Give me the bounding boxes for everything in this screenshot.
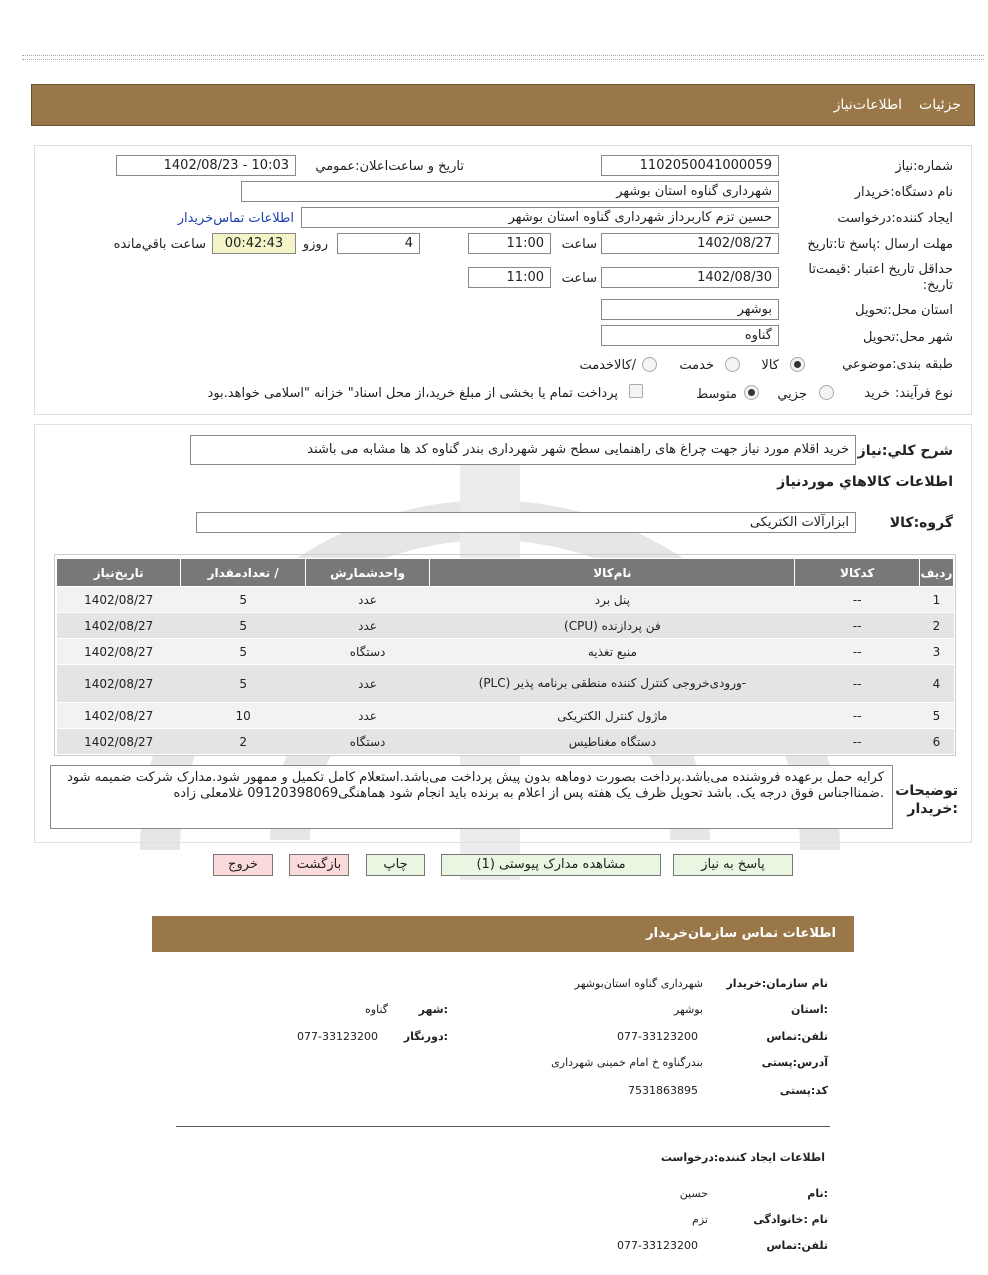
radio-goods-service[interactable] <box>642 357 657 372</box>
col-date: تاريخ‌نياز <box>57 559 181 587</box>
c-city-value: گناوه <box>365 1003 388 1016</box>
cell-row: 6 <box>919 729 953 755</box>
col-code: کدکالا <box>795 559 919 587</box>
c-address-value: بندرگناوه خ امام خمینی شهرداری <box>551 1056 703 1069</box>
back-button[interactable]: بازگشت <box>289 854 349 876</box>
buyer-field: شهرداری گناوه استان بوشهر <box>241 181 779 202</box>
cell-code: -- <box>795 613 919 639</box>
creator-phone-value: 077-33123200 <box>617 1239 698 1252</box>
radio-partial-label: جزيي <box>777 387 807 402</box>
cell-unit: عدد <box>305 703 429 729</box>
group-label: گروه:کالا <box>889 515 953 531</box>
cell-date: 1402/08/27 <box>57 665 181 703</box>
col-name: نام‌کالا <box>430 559 795 587</box>
radio-service-label: خدمت <box>679 358 714 373</box>
province-label: استان محل:تحويل <box>855 303 953 318</box>
cell-qty: 5 <box>181 587 305 613</box>
table-row <box>57 639 954 665</box>
cell-code: -- <box>795 587 919 613</box>
cell-code: -- <box>795 703 919 729</box>
col-qty: / تعدادمقدار <box>181 559 305 587</box>
cell-qty: 10 <box>181 703 305 729</box>
cell-date: 1402/08/27 <box>57 639 181 665</box>
remaining-timer: 00:42:43 <box>212 233 296 254</box>
top-divider <box>22 55 984 60</box>
cell-name: منبع تغذیه <box>430 639 795 665</box>
tab-details[interactable]: جزئيات <box>919 97 961 113</box>
family-label: نام :خانوادگی <box>753 1213 828 1226</box>
table-row <box>57 665 954 703</box>
cell-code: -- <box>795 729 919 755</box>
cell-unit: دستگاه <box>305 729 429 755</box>
validity-date-field: 1402/08/30 <box>601 267 779 288</box>
validity-label: حداقل تاريخ اعتبار :قيمت‌تا تاريخ: <box>808 262 953 293</box>
treasury-note: پرداخت تمام يا بخشی از مبلغ خريد،از محل اسناد" خزانه "اسلامی خواهد.بود <box>207 386 618 401</box>
cell-row: 2 <box>919 613 953 639</box>
cell-qty: 2 <box>181 729 305 755</box>
category-label: طبقه بندی:موضوعي <box>842 357 953 372</box>
city-label: شهر محل:تحويل <box>863 330 953 345</box>
col-unit: واحدشمارش <box>305 559 429 587</box>
creator-info-title: اطلاعات ايجاد کننده:درخواست <box>660 1151 825 1164</box>
cell-date: 1402/08/27 <box>57 587 181 613</box>
cell-row: 5 <box>919 703 953 729</box>
c-city-label: :شهر <box>418 1003 448 1016</box>
c-postal-label: کد:پستی <box>779 1084 828 1097</box>
page-header <box>31 84 975 126</box>
exit-button[interactable]: خروج <box>213 854 273 876</box>
remaining-label: ساعت باقي‌مانده <box>113 237 206 252</box>
cell-unit: عدد <box>305 613 429 639</box>
treasury-checkbox[interactable] <box>629 384 643 398</box>
need-number-label: شماره:نياز <box>895 159 953 174</box>
notes-field: کرایه حمل برعهده فروشنده می‌باشد.پرداخت بصورت دوماهه بدون پیش پرداخت می‌باشد.استعلام کامل تکمیل و ممهور شود.مدارک شرکت ضمیمه شود .ضمنااجناس فوق درجه یک. باشد تحویل ظرف یک هفته پس از اعلام به برنده باید انجام شود هماهنگی09120398069 غلامعلی زاده <box>50 765 893 829</box>
cell-qty: 5 <box>181 639 305 665</box>
table-row <box>57 613 954 639</box>
c-fax-value: 077-33123200 <box>297 1030 378 1043</box>
deadline-time-field: 11:00 <box>468 233 551 254</box>
buyer-label: نام دستگاه:خريدار <box>854 185 953 200</box>
cell-unit: دستگاه <box>305 639 429 665</box>
reply-button[interactable]: پاسخ به نياز <box>673 854 793 876</box>
radio-service[interactable] <box>725 357 740 372</box>
announce-label: تاريخ و ساعت‌اعلان:عمومي <box>315 159 464 174</box>
validity-time-label: ساعت <box>561 271 597 286</box>
org-label: نام سازمان:خريدار <box>726 977 828 990</box>
province-field: بوشهر <box>601 299 779 320</box>
radio-medium[interactable] <box>744 385 759 400</box>
summary-label: شرح کلي:نياز <box>857 443 953 459</box>
radio-medium-label: متوسط <box>696 387 737 402</box>
col-row: رديف <box>919 559 953 587</box>
process-buy-label: خريد <box>864 386 890 401</box>
table-row <box>57 703 954 729</box>
days-label: روزو <box>302 237 328 252</box>
cell-unit: عدد <box>305 587 429 613</box>
cell-name: ماژول کنترل الکتریکی <box>430 703 795 729</box>
cell-row: 3 <box>919 639 953 665</box>
radio-goods[interactable] <box>790 357 805 372</box>
validity-time-field: 11:00 <box>468 267 551 288</box>
creator-label: ایجاد کننده:درخواست <box>837 211 953 226</box>
cell-name: دستگاه مغناطیس <box>430 729 795 755</box>
creator-field: حسین تزم کاربرداز شهرداری گناوه استان بوشهر <box>301 207 779 228</box>
family-value: تزم <box>692 1213 708 1226</box>
need-number-field: 1102050041000059 <box>601 155 779 176</box>
cell-code: -- <box>795 639 919 665</box>
days-field: 4 <box>337 233 420 254</box>
c-postal-value: 7531863895 <box>628 1084 698 1097</box>
goods-info-title: اطلاعات كالاهاي موردنياز <box>777 474 953 490</box>
cell-date: 1402/08/27 <box>57 613 181 639</box>
attachments-button[interactable]: مشاهده مدارک پيوستی (1) <box>441 854 661 876</box>
c-phone-label: تلفن:تماس <box>766 1030 828 1043</box>
table-row <box>57 587 954 613</box>
c-address-label: آدرس:پستی <box>761 1056 828 1069</box>
contact-divider <box>176 1126 830 1127</box>
deadline-date-field: 1402/08/27 <box>601 233 779 254</box>
cell-name: فن پردازنده (CPU) <box>430 613 795 639</box>
cell-qty: 5 <box>181 613 305 639</box>
cell-date: 1402/08/27 <box>57 729 181 755</box>
group-field: ابزارآلات الکتریکی <box>196 512 856 533</box>
contact-title: اطلاعات تماس سازمان‌خريدار <box>646 926 836 941</box>
c-province-label: :استان <box>791 1003 828 1016</box>
cell-date: 1402/08/27 <box>57 703 181 729</box>
cell-name: -ورودی‌خروجی کنترل کننده منطقی برنامه پذیر (PLC) <box>430 665 795 703</box>
name-label: :نام <box>807 1187 828 1200</box>
cell-name: پنل برد <box>430 587 795 613</box>
org-value: شهرداری گناوه استان‌بوشهر <box>574 977 703 990</box>
tab-need-info[interactable]: اطلاعات‌نياز <box>833 97 902 113</box>
radio-partial[interactable] <box>819 385 834 400</box>
notes-label: توضيحات :خريدار <box>895 783 958 817</box>
cell-qty: 5 <box>181 665 305 703</box>
cell-row: 4 <box>919 665 953 703</box>
creator-phone-label: تلفن:تماس <box>766 1239 828 1252</box>
cell-code: -- <box>795 665 919 703</box>
summary-field: خرید اقلام مورد نیاز جهت چراغ های راهنمایی سطح شهر شهرداری بندر گناوه کد ها مشابه می باشند <box>190 435 856 465</box>
cell-unit: عدد <box>305 665 429 703</box>
announce-field: 1402/08/23 - 10:03 <box>116 155 296 176</box>
deadline-label: مهلت ارسال :پاسخ تا:تاريخ <box>807 237 953 252</box>
table-row <box>57 729 954 755</box>
print-button[interactable]: چاپ <box>366 854 425 876</box>
radio-goods-label: کالا <box>761 358 779 373</box>
radio-goods-service-label: /کالاخدمت <box>579 358 636 373</box>
c-fax-label: :دورنگار <box>403 1030 448 1043</box>
buyer-contact-link[interactable]: اطلاعات تماس‌خريدار <box>177 211 294 226</box>
contact-header <box>152 916 854 952</box>
cell-row: 1 <box>919 587 953 613</box>
process-label: نوع فرآيند: <box>895 386 953 401</box>
deadline-time-label: ساعت <box>561 237 597 252</box>
items-table <box>56 558 954 755</box>
c-phone-value: 077-33123200 <box>617 1030 698 1043</box>
name-value: حسين <box>679 1187 708 1200</box>
city-field: گناوه <box>601 325 779 346</box>
c-province-value: بوشهر <box>673 1003 703 1016</box>
